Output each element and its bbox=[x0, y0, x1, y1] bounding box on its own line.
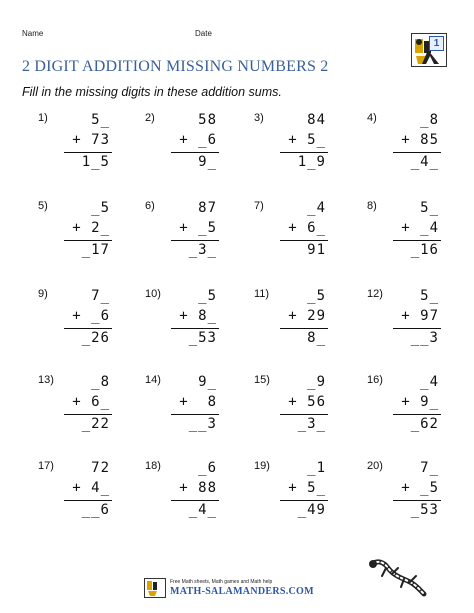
sum-rule bbox=[64, 328, 112, 329]
date-label: Date bbox=[195, 29, 212, 38]
addend-top: _6 bbox=[198, 460, 217, 476]
footer-banner bbox=[144, 576, 314, 600]
problem-1 bbox=[38, 112, 118, 182]
problem-number: 1) bbox=[38, 112, 48, 124]
sum-answer: _3_ bbox=[297, 416, 326, 432]
problem-number: 20) bbox=[367, 460, 383, 472]
sum-rule bbox=[171, 500, 219, 501]
page-title: 2 DIGIT ADDITION MISSING NUMBERS 2 bbox=[22, 58, 329, 75]
addend-bottom: + 97 bbox=[401, 308, 439, 324]
problem-number: 19) bbox=[254, 460, 270, 472]
problem-4 bbox=[367, 112, 447, 182]
problem-15 bbox=[254, 374, 334, 444]
addend-bottom: + 29 bbox=[288, 308, 326, 324]
sum-answer: 91 bbox=[307, 242, 326, 258]
addend-bottom: + _5 bbox=[179, 220, 217, 236]
sum-rule bbox=[171, 152, 219, 153]
addend-top: 7_ bbox=[91, 288, 110, 304]
addend-top: _8 bbox=[420, 112, 439, 128]
sum-rule bbox=[171, 240, 219, 241]
sum-rule bbox=[280, 240, 328, 241]
math-salamanders-logo bbox=[411, 33, 447, 67]
name-label: Name bbox=[22, 29, 44, 38]
problem-16 bbox=[367, 374, 447, 444]
problem-number: 5) bbox=[38, 200, 48, 212]
addend-top: 84 bbox=[307, 112, 326, 128]
footer-logo-icon bbox=[144, 578, 166, 598]
addend-top: 5_ bbox=[91, 112, 110, 128]
addend-top: _9 bbox=[307, 374, 326, 390]
sum-rule bbox=[64, 500, 112, 501]
sum-rule bbox=[393, 240, 441, 241]
addend-top: 7_ bbox=[420, 460, 439, 476]
grade-badge: 1 bbox=[429, 36, 444, 51]
sum-answer: _62 bbox=[410, 416, 439, 432]
sum-answer: 1_9 bbox=[297, 154, 326, 170]
problem-number: 3) bbox=[254, 112, 264, 124]
addend-bottom: + 4_ bbox=[72, 480, 110, 496]
addend-bottom: + 9_ bbox=[401, 394, 439, 410]
problem-number: 7) bbox=[254, 200, 264, 212]
addend-bottom: + 88 bbox=[179, 480, 217, 496]
footer-brand: MATH-SALAMANDERS.COM bbox=[170, 586, 314, 597]
instructions: Fill in the missing digits in these addition sums. bbox=[22, 85, 282, 99]
sum-rule bbox=[280, 414, 328, 415]
problem-19 bbox=[254, 460, 334, 530]
problem-number: 10) bbox=[145, 288, 161, 300]
sum-rule bbox=[64, 240, 112, 241]
problem-12 bbox=[367, 288, 447, 358]
problem-17 bbox=[38, 460, 118, 530]
sum-answer: _53 bbox=[188, 330, 217, 346]
sum-answer: _17 bbox=[81, 242, 110, 258]
sum-rule bbox=[280, 152, 328, 153]
addend-bottom: + _6 bbox=[179, 132, 217, 148]
problem-number: 8) bbox=[367, 200, 377, 212]
footer-tagline: Free Math sheets, Math games and Math help bbox=[170, 579, 273, 585]
addend-bottom: + _5 bbox=[401, 480, 439, 496]
addend-bottom: + 6_ bbox=[288, 220, 326, 236]
sum-answer: _49 bbox=[297, 502, 326, 518]
sum-answer: _16 bbox=[410, 242, 439, 258]
addend-top: 58 bbox=[198, 112, 217, 128]
sum-answer: __3 bbox=[410, 330, 439, 346]
problem-number: 2) bbox=[145, 112, 155, 124]
sum-rule bbox=[171, 328, 219, 329]
addend-bottom: + 2_ bbox=[72, 220, 110, 236]
problem-number: 4) bbox=[367, 112, 377, 124]
sum-answer: __6 bbox=[81, 502, 110, 518]
sum-answer: 9_ bbox=[198, 154, 217, 170]
problem-8 bbox=[367, 200, 447, 270]
addend-bottom: + _6 bbox=[72, 308, 110, 324]
problem-13 bbox=[38, 374, 118, 444]
problem-number: 16) bbox=[367, 374, 383, 386]
sum-answer: 8_ bbox=[307, 330, 326, 346]
addend-bottom: + 6_ bbox=[72, 394, 110, 410]
addend-top: 9_ bbox=[198, 374, 217, 390]
addend-top: _4 bbox=[307, 200, 326, 216]
sum-answer: _22 bbox=[81, 416, 110, 432]
problem-number: 9) bbox=[38, 288, 48, 300]
problem-number: 14) bbox=[145, 374, 161, 386]
problem-number: 18) bbox=[145, 460, 161, 472]
addend-top: 5_ bbox=[420, 288, 439, 304]
problem-number: 13) bbox=[38, 374, 54, 386]
addend-bottom: + 73 bbox=[72, 132, 110, 148]
sum-rule bbox=[171, 414, 219, 415]
addend-top: _5 bbox=[307, 288, 326, 304]
sum-answer: _26 bbox=[81, 330, 110, 346]
addend-bottom: + 85 bbox=[401, 132, 439, 148]
sum-answer: 1_5 bbox=[81, 154, 110, 170]
addend-bottom: + 5_ bbox=[288, 132, 326, 148]
problem-18 bbox=[145, 460, 225, 530]
sum-rule bbox=[64, 414, 112, 415]
problem-20 bbox=[367, 460, 447, 530]
problem-2 bbox=[145, 112, 225, 182]
addend-top: _5 bbox=[91, 200, 110, 216]
addend-top: _1 bbox=[307, 460, 326, 476]
problem-3 bbox=[254, 112, 334, 182]
problem-5 bbox=[38, 200, 118, 270]
problem-number: 11) bbox=[254, 288, 270, 300]
addend-bottom: + 56 bbox=[288, 394, 326, 410]
addend-top: 87 bbox=[198, 200, 217, 216]
addend-bottom: + 8 bbox=[179, 394, 217, 410]
sum-rule bbox=[280, 328, 328, 329]
addend-top: 5_ bbox=[420, 200, 439, 216]
problem-7 bbox=[254, 200, 334, 270]
sum-rule bbox=[393, 414, 441, 415]
sum-rule bbox=[280, 500, 328, 501]
problem-10 bbox=[145, 288, 225, 358]
addend-bottom: + 8_ bbox=[179, 308, 217, 324]
problem-number: 17) bbox=[38, 460, 54, 472]
salamander-icon bbox=[368, 556, 428, 598]
sum-answer: _4_ bbox=[410, 154, 439, 170]
sum-rule bbox=[393, 500, 441, 501]
addend-bottom: + 5_ bbox=[288, 480, 326, 496]
sum-answer: _3_ bbox=[188, 242, 217, 258]
addend-top: _8 bbox=[91, 374, 110, 390]
addend-top: 72 bbox=[91, 460, 110, 476]
problem-number: 15) bbox=[254, 374, 270, 386]
sum-answer: __3 bbox=[188, 416, 217, 432]
addend-top: _5 bbox=[198, 288, 217, 304]
addend-bottom: + _4 bbox=[401, 220, 439, 236]
sum-rule bbox=[64, 152, 112, 153]
problem-11 bbox=[254, 288, 334, 358]
problem-6 bbox=[145, 200, 225, 270]
addend-top: _4 bbox=[420, 374, 439, 390]
problem-number: 6) bbox=[145, 200, 155, 212]
problem-9 bbox=[38, 288, 118, 358]
sum-answer: _4_ bbox=[188, 502, 217, 518]
sum-rule bbox=[393, 328, 441, 329]
sum-answer: _53 bbox=[410, 502, 439, 518]
problem-14 bbox=[145, 374, 225, 444]
sum-rule bbox=[393, 152, 441, 153]
problem-number: 12) bbox=[367, 288, 383, 300]
